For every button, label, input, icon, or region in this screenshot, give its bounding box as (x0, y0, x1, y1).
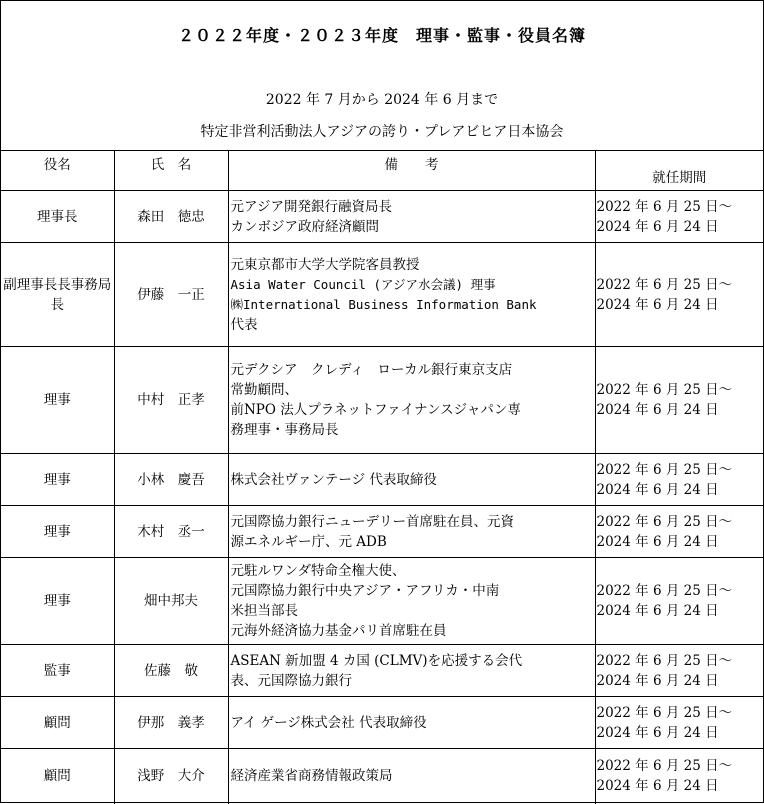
table-row (1, 697, 763, 749)
note-line: 株式会社ヴァンテージ 代表取締役 (230, 471, 437, 488)
table-body (1, 191, 763, 804)
note-line: 元東京都市大学大学院客員教授 (230, 256, 420, 273)
term-start: 2022 年 6 月 25 日～ (596, 704, 733, 721)
table-row (1, 347, 763, 454)
column-header-term: 就任期間 (595, 151, 763, 191)
table-row (1, 749, 763, 804)
role-cell: 理事 (1, 558, 114, 645)
name-cell: 浅野 大介 (114, 749, 228, 804)
roster-table (1, 150, 763, 804)
note-line: 代表 (230, 316, 258, 333)
term-cell (595, 697, 763, 749)
term-cell (595, 191, 763, 243)
organization-name: 特定非営利活動法人アジアの誇り・プレアビヒア日本協会 (200, 124, 564, 140)
term-end: 2024 年 6 月 24 日 (596, 402, 719, 418)
name-cell: 佐藤 敬 (114, 645, 228, 697)
note-line: アイ ゲージ株式会社 代表取締役 (230, 714, 427, 731)
term-start: 2022 年 6 月 25 日～ (596, 758, 733, 775)
table-row (1, 243, 763, 347)
table-header-row (1, 151, 763, 191)
note-line: 元デクシア クレディ ローカル銀行東京支店 (230, 362, 513, 378)
table-row (1, 506, 763, 558)
note-line: 源エネルギー庁、元 ADB (230, 533, 387, 550)
table-row (1, 558, 763, 645)
term-end: 2024 年 6 月 24 日 (596, 533, 719, 550)
note-line: 常勤顧問、 (230, 382, 298, 398)
note-line: 務理事・事務局長 (230, 422, 339, 438)
column-header-notes: 備 考 (228, 151, 595, 191)
term-cell (595, 558, 763, 645)
term-start: 2022 年 6 月 25 日～ (596, 198, 733, 215)
term-cell (595, 347, 763, 454)
name-cell: 伊藤 一正 (114, 243, 228, 347)
term-start: 2022 年 6 月 25 日～ (596, 276, 733, 293)
term-cell (595, 506, 763, 558)
document-header (1, 1, 763, 150)
note-line: 経済産業省商務情報政策局 (230, 768, 393, 785)
term-cell (595, 645, 763, 697)
term-cell (595, 243, 763, 347)
note-line: 表、元国際協力銀行 (230, 672, 352, 689)
name-cell: 伊那 義孝 (114, 697, 228, 749)
note-line: 元駐ルワンダ特命全権大使、 (230, 563, 406, 579)
role-cell: 理事 (1, 347, 114, 454)
table-row (1, 454, 763, 506)
table-row (1, 191, 763, 243)
name-cell: 森田 徳忠 (114, 191, 228, 243)
term-start: 2022 年 6 月 25 日～ (596, 583, 733, 599)
term-end: 2024 年 6 月 24 日 (596, 296, 719, 313)
term-end: 2024 年 6 月 24 日 (596, 603, 719, 619)
role-cell: 監事 (1, 645, 114, 697)
term-start: 2022 年 6 月 25 日～ (596, 652, 733, 669)
name-cell: 小林 慶吾 (114, 454, 228, 506)
term-end: 2024 年 6 月 24 日 (596, 672, 719, 689)
column-header-role: 役名 (1, 151, 114, 191)
notes-cell (228, 347, 595, 454)
term-end: 2024 年 6 月 24 日 (596, 481, 719, 498)
note-line: 元海外経済協力基金パリ首席駐在員 (230, 623, 447, 639)
name-cell: 木村 丞一 (114, 506, 228, 558)
document-title: ２０２２年度・２０２３年度 理事・監事・役員名簿 (177, 26, 586, 45)
table-row (1, 645, 763, 697)
notes-cell (228, 749, 595, 804)
note-line: 米担当部長 (230, 603, 298, 619)
term-start: 2022 年 6 月 25 日～ (596, 382, 733, 398)
notes-cell (228, 558, 595, 645)
role-cell: 理事長 (1, 191, 114, 243)
role-cell: 理事 (1, 506, 114, 558)
term-end: 2024 年 6 月 24 日 (596, 218, 719, 235)
term-start: 2022 年 6 月 25 日～ (596, 513, 733, 530)
note-line: 元国際協力銀行ニューデリー首席駐在員、元資 (230, 513, 514, 530)
note-line: 元アジア開発銀行融資局長 (230, 198, 392, 215)
notes-cell (228, 697, 595, 749)
role-cell: 顧問 (1, 749, 114, 804)
notes-cell (228, 506, 595, 558)
notes-cell (228, 454, 595, 506)
note-line: Asia Water Council (アジア水会議) 理事 (230, 276, 496, 292)
notes-cell (228, 243, 595, 347)
term-cell (595, 454, 763, 506)
note-line: 前NPO 法人プラネットファイナンスジャパン専 (230, 402, 521, 418)
note-line: カンボジア政府経済顧問 (230, 218, 379, 235)
role-cell: 副理事長長事務局長 (1, 243, 114, 347)
term-cell (595, 749, 763, 804)
term-end: 2024 年 6 月 24 日 (596, 778, 719, 795)
notes-cell (228, 645, 595, 697)
role-cell: 顧問 (1, 697, 114, 749)
notes-cell (228, 191, 595, 243)
note-line: ASEAN 新加盟 4 カ国 (CLMV)を応援する会代 (230, 652, 523, 669)
note-line: ㈱International Business Information Bank (230, 296, 537, 312)
note-line: 元国際協力銀行中央アジア・アフリカ・中南 (230, 583, 500, 599)
term-end: 2024 年 6 月 24 日 (596, 724, 719, 741)
role-cell: 理事 (1, 454, 114, 506)
name-cell: 畑中邦夫 (114, 558, 228, 645)
term-period: 2022 年 7 月から 2024 年 6 月まで (265, 92, 499, 108)
name-cell: 中村 正孝 (114, 347, 228, 454)
column-header-name: 氏 名 (114, 151, 228, 191)
term-start: 2022 年 6 月 25 日～ (596, 461, 733, 478)
